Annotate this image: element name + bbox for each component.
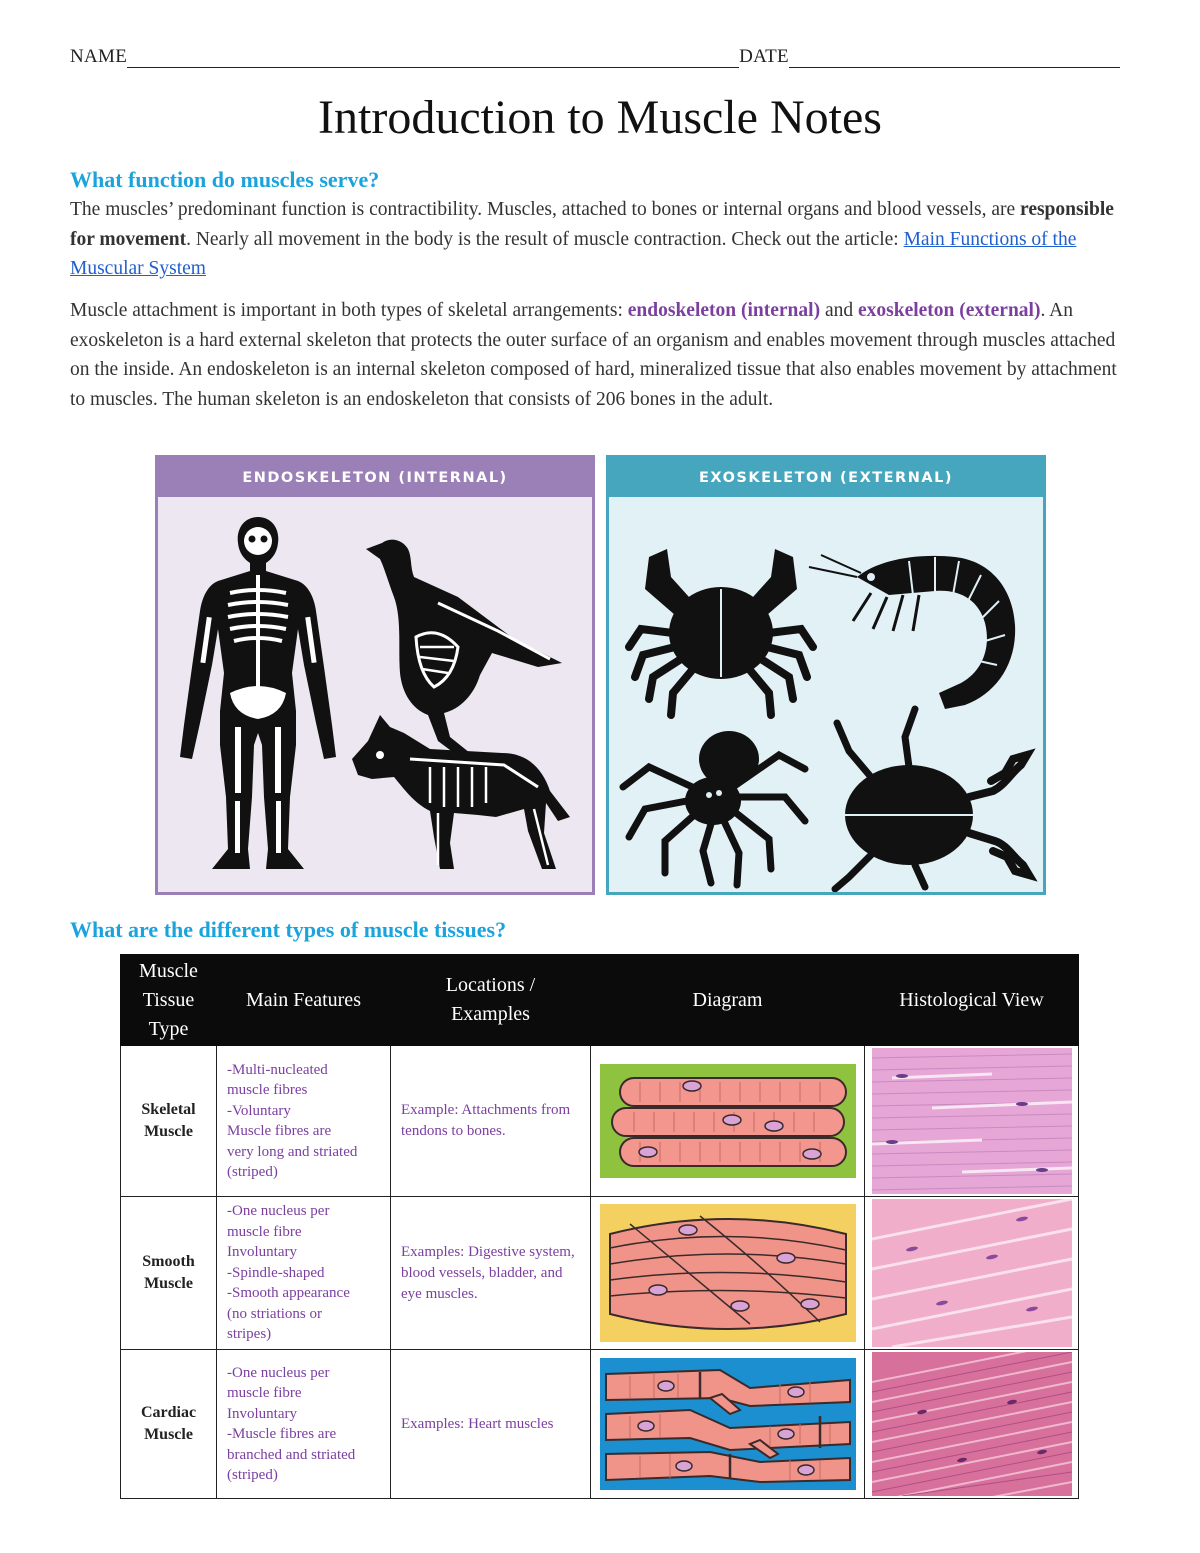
endoskeleton-label: ENDOSKELETON (INTERNAL) — [158, 458, 592, 497]
table-header-row — [121, 955, 1079, 1046]
histology-cell — [865, 1197, 1079, 1350]
wolf-skeleton-icon — [352, 715, 570, 869]
features-cell: -One nucleus per muscle fibre Involuntary -Spindle-shaped -Smooth appearance (no striations or stripes) — [217, 1197, 391, 1350]
col-header-histology: Histological View — [865, 955, 1079, 1046]
features-cell: -One nucleus per muscle fibre Involuntary -Muscle fibres are branched and striated (striped) — [217, 1350, 391, 1499]
tissue-type-cell: Cardiac Muscle — [121, 1350, 217, 1499]
table-row — [121, 1350, 1079, 1499]
table-row — [121, 1046, 1079, 1197]
location-cell: Examples: Digestive system, blood vessels, bladder, and eye muscles. — [391, 1197, 591, 1350]
diagram-cell — [591, 1046, 865, 1197]
name-blank[interactable] — [127, 50, 739, 68]
muscle-tissue-table — [120, 954, 1079, 1499]
name-label: NAME — [70, 46, 128, 67]
cardiac-muscle-diagram — [600, 1358, 856, 1490]
location-cell: Examples: Heart muscles — [391, 1350, 591, 1499]
diagram-cell — [591, 1350, 865, 1499]
p2-text-c: . An exoskeleton is a hard external skeleton that protects the outer surface of an organism and enables movement through muscles attached on the inside. An endoskeleton is an internal skeleton composed of hard, mineralized tissue that also enables movement by attachment to muscles. The human skeleton is an endoskeleton that consists of 206 bones in the adult. — [70, 300, 1117, 410]
col-header-locations: Locations / Examples — [391, 955, 591, 1046]
features-cell: -Multi-nucleated muscle fibres -Voluntary Muscle fibres are very long and striated (striped) — [217, 1046, 391, 1197]
section-heading-function: What function do muscles serve? — [70, 167, 380, 192]
col-header-features: Main Features — [217, 955, 391, 1046]
exoskeleton-label: EXOSKELETON (EXTERNAL) — [609, 458, 1043, 497]
p1-text-a: The muscles’ predominant function is contractibility. Muscles, attached to bones or internal organs and blood vessels, are — [70, 199, 1021, 220]
tissue-type-cell: Smooth Muscle — [121, 1197, 217, 1350]
col-header-diagram: Diagram — [591, 955, 865, 1046]
diagram-cell — [591, 1197, 865, 1350]
date-label: DATE — [739, 46, 789, 67]
date-blank[interactable] — [789, 50, 1120, 68]
smooth-histology-image — [872, 1199, 1072, 1347]
skeletal-histology-image — [872, 1048, 1072, 1194]
histology-cell — [865, 1046, 1079, 1197]
endoskeleton-panel — [155, 455, 595, 895]
exoskeleton-term: exoskeleton (external) — [857, 300, 1041, 321]
paragraph-function — [70, 195, 1130, 284]
beetle-icon — [835, 709, 1029, 889]
cardiac-histology-image — [872, 1352, 1072, 1496]
crab-icon — [629, 549, 813, 715]
table-row — [121, 1197, 1079, 1350]
tissue-type-cell: Skeletal Muscle — [121, 1046, 217, 1197]
bird-skeleton-icon — [366, 540, 562, 753]
p1-text-b: . Nearly all movement in the body is the result of muscle contraction. Check out the article: — [186, 228, 904, 250]
exoskeleton-panel — [606, 455, 1046, 895]
endoskeleton-term: endoskeleton (internal) — [627, 300, 821, 321]
histology-cell — [865, 1350, 1079, 1499]
human-skeleton-icon — [180, 517, 336, 869]
shrimp-icon — [809, 555, 1015, 709]
section-heading-tissue-types: What are the different types of muscle tissues? — [70, 917, 507, 942]
spider-icon — [623, 731, 805, 885]
skeletal-muscle-diagram — [600, 1064, 856, 1178]
page-title: Introduction to Muscle Notes — [318, 91, 882, 144]
location-cell: Example: Attachments from tendons to bones. — [391, 1046, 591, 1197]
paragraph-attachment — [70, 296, 1130, 414]
p1-bold: responsible for movement — [70, 199, 1114, 250]
p2-text-a: Muscle attachment is important in both types of skeletal arrangements: — [70, 300, 628, 321]
exoskeleton-illustration — [609, 497, 1043, 892]
article-link[interactable]: Main Functions of the Muscular System — [70, 228, 1077, 279]
endoskeleton-illustration — [158, 497, 592, 892]
p2-text-b: and — [820, 300, 858, 321]
col-header-type: Muscle Tissue Type — [121, 955, 217, 1046]
smooth-muscle-diagram — [600, 1204, 856, 1342]
name-date-line — [70, 46, 1120, 68]
